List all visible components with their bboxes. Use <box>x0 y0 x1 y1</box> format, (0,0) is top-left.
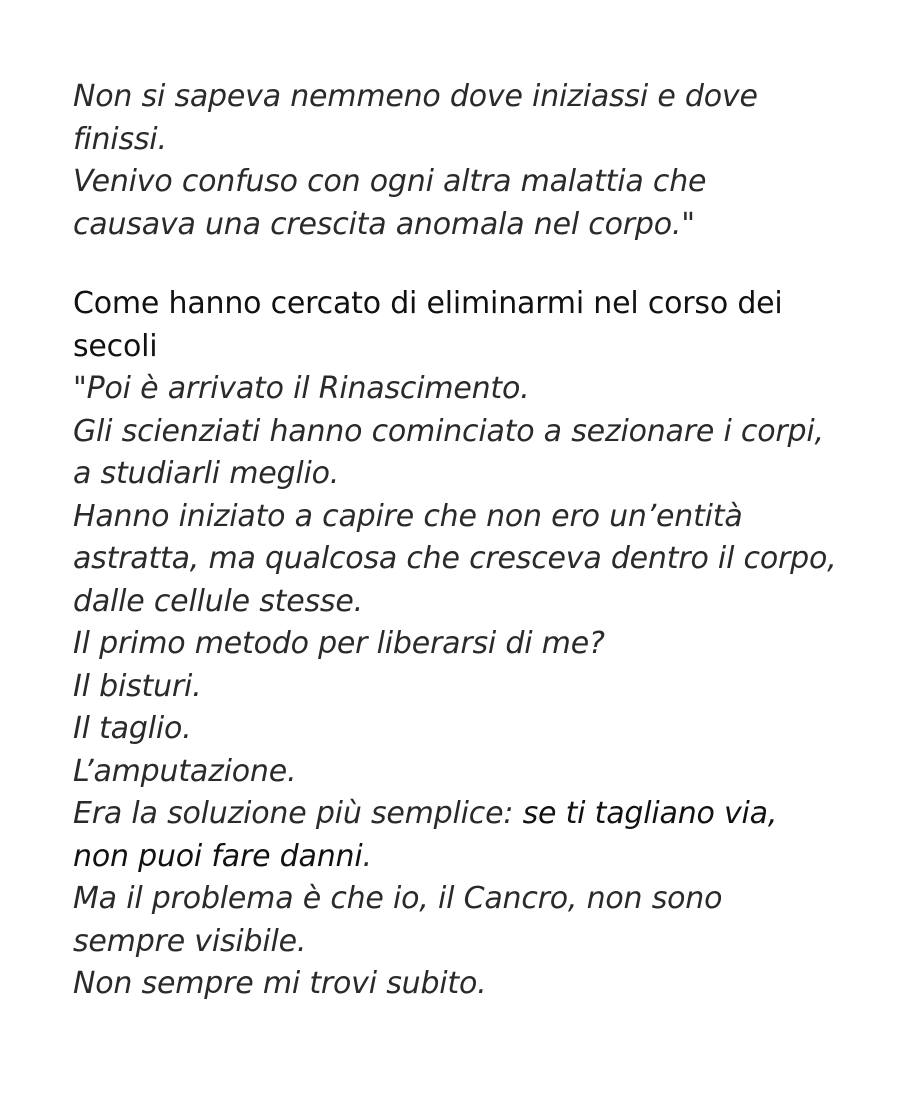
text-run: . <box>362 838 372 874</box>
emphasized-text: non puoi fare danni <box>73 838 363 874</box>
text-line: Non si sapeva nemmeno dove iniziassi e dove <box>73 79 758 114</box>
intro-paragraph <box>73 76 853 246</box>
text-line: a studiarli meglio. <box>73 456 340 491</box>
heading-line: secoli <box>73 328 158 364</box>
text-line: sempre visibile. <box>73 923 307 959</box>
section-heading <box>73 283 853 368</box>
text-line: finissi. <box>73 121 167 157</box>
text-run: Era la soluzione più semplice: <box>73 796 523 831</box>
text-line: Venivo confuso con ogni altra malattia che <box>73 164 707 199</box>
text-line: Hanno iniziato a capire che non ero un’entità <box>73 498 743 534</box>
text-line: Il bisturi. <box>73 668 202 704</box>
text-line: Gli scienziati hanno cominciato a sezionare i corpi, <box>73 413 824 449</box>
emphasis-line <box>73 793 853 836</box>
text-line: Non sempre mi trovi subito. <box>73 966 487 1001</box>
text-line: L’amputazione. <box>73 753 297 789</box>
text-line: "Poi è arrivato il Rinascimento. <box>73 371 530 406</box>
text-line: Il primo metodo per liberarsi di me? <box>73 626 605 661</box>
text-line: Ma il problema è che io, il Cancro, non sono <box>73 881 723 916</box>
document-body <box>73 76 853 1006</box>
emphasis-line <box>73 836 853 879</box>
section-paragraph <box>73 368 853 1006</box>
text-line: dalle cellule stesse. <box>73 583 363 619</box>
emphasized-text: se ti tagliano via, <box>522 796 778 831</box>
heading-line: Come hanno cercato di eliminarmi nel corso dei <box>73 286 783 321</box>
text-line: astratta, ma qualcosa che cresceva dentro il corpo, <box>73 541 837 576</box>
text-line: Il taglio. <box>73 711 192 746</box>
text-line: causava una crescita anomala nel corpo." <box>73 206 695 242</box>
